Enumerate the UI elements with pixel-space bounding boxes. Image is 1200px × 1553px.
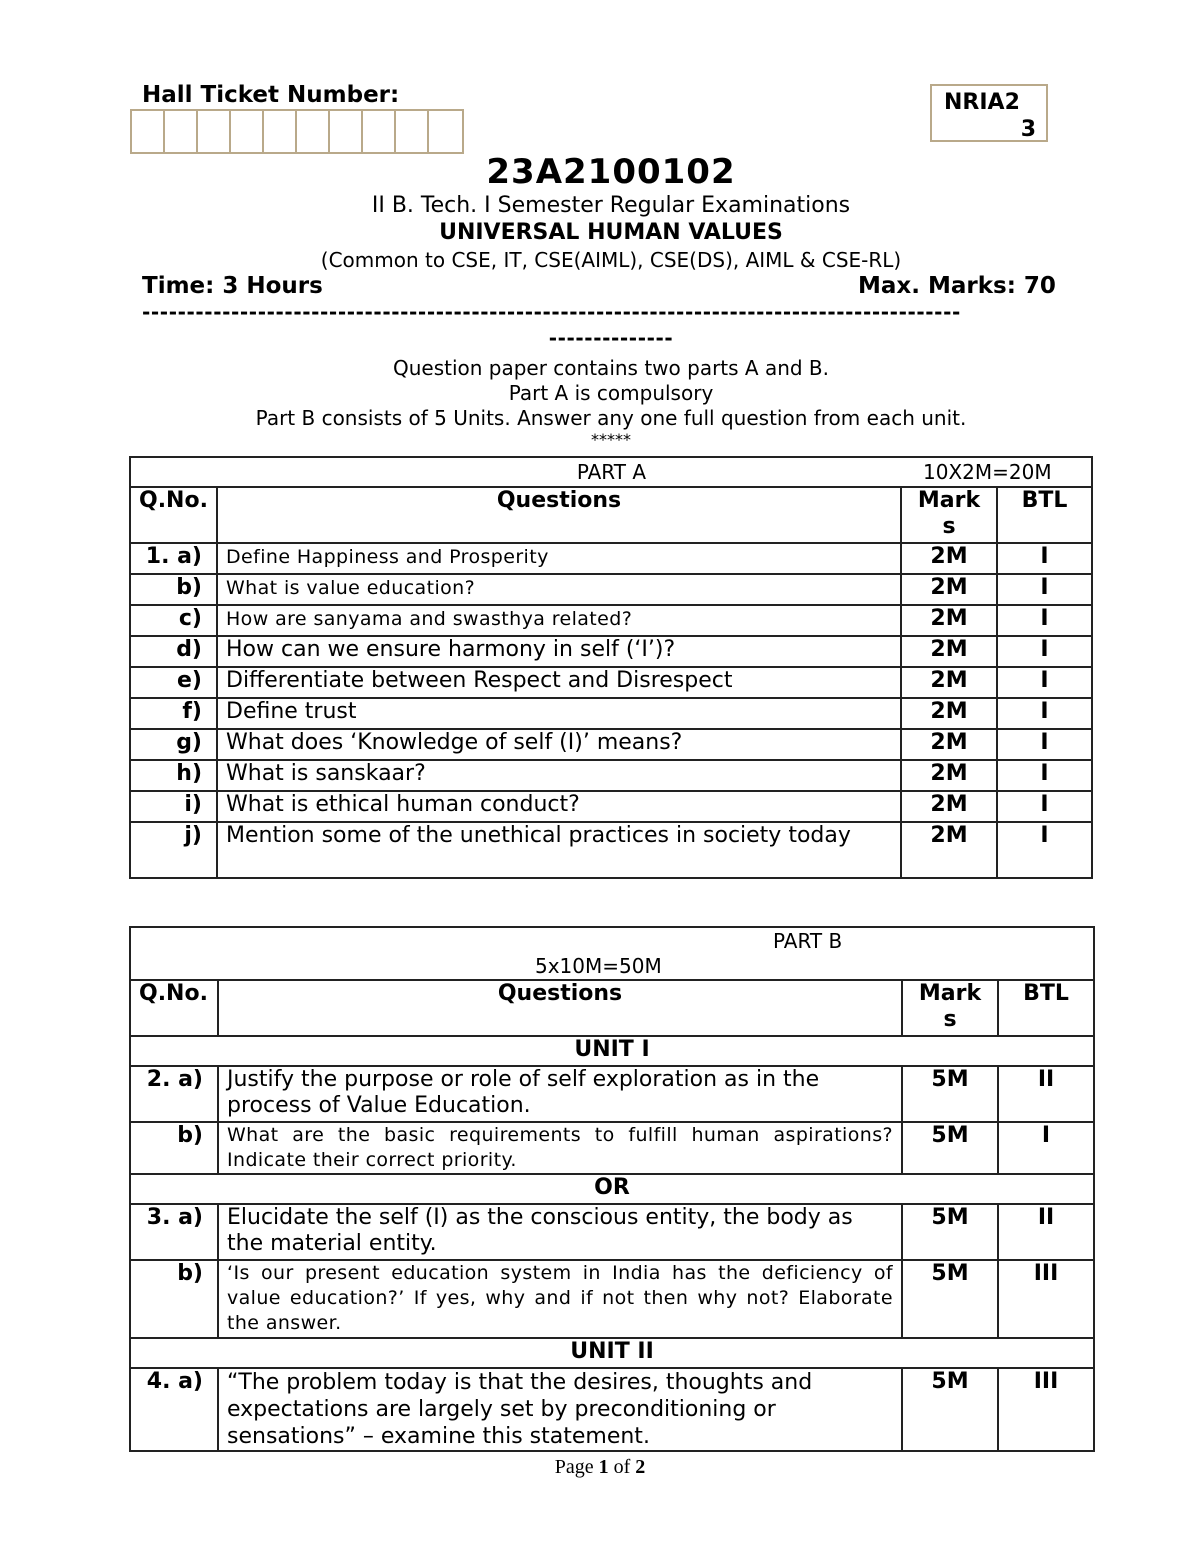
hall-ticket-box: [165, 111, 198, 152]
question-text: What is value education?: [217, 574, 901, 605]
separator-line: --------------------------------------------------------------------------------------------: [142, 300, 961, 324]
unit-1-heading: UNIT I: [130, 1036, 1094, 1066]
question-number: i): [130, 791, 217, 822]
question-text: What is ethical human conduct?: [217, 791, 901, 822]
subject-code: 23A2100102: [486, 152, 736, 192]
or-divider: OR: [130, 1174, 1094, 1204]
question-marks: 5M: [902, 1122, 998, 1174]
hall-ticket-box: [330, 111, 363, 152]
question-text: What does ‘Knowledge of self (I)’ means?: [217, 729, 901, 760]
question-text: Elucidate the self (I) as the conscious entity, the body as the material entity.: [218, 1204, 902, 1260]
question-btl: I: [997, 729, 1092, 760]
table-row: [130, 791, 1092, 822]
table-row: [130, 1122, 1094, 1174]
hall-ticket-boxes: [130, 109, 464, 154]
of-word: of: [613, 1456, 631, 1478]
hall-ticket-box: [363, 111, 396, 152]
question-number: c): [130, 605, 217, 636]
exam-time: Time: 3 Hours: [142, 273, 323, 299]
instruction-1: Question paper contains two parts A and B.: [392, 356, 830, 380]
separator-line-wrap: --------------: [548, 326, 674, 350]
question-text: ‘Is our present education system in India has the deficiency of value education?’ If yes, why and if not then why not? Elaborate the answer.: [218, 1260, 902, 1338]
question-marks: 2M: [901, 605, 997, 636]
question-marks: 2M: [901, 822, 997, 878]
unit-2-heading: UNIT II: [130, 1338, 1094, 1368]
page-word: Page: [554, 1456, 594, 1478]
col-questions-header: Questions: [218, 980, 902, 1036]
table-row: [130, 1368, 1094, 1451]
table-row: [130, 667, 1092, 698]
col-btl-header: BTL: [997, 487, 1092, 543]
col-questions-header: Questions: [217, 487, 901, 543]
question-number: j): [130, 822, 217, 878]
part-b-title: PART B: [773, 929, 843, 953]
question-text: Differentiate between Respect and Disrespect: [217, 667, 901, 698]
question-btl: III: [998, 1260, 1094, 1338]
col-qno-header: Q.No.: [130, 980, 218, 1036]
question-btl: II: [998, 1066, 1094, 1122]
question-marks: 2M: [901, 574, 997, 605]
paper-code-line1: NRIA2: [944, 90, 1020, 115]
question-marks: 5M: [902, 1368, 998, 1451]
question-marks: 2M: [901, 698, 997, 729]
question-btl: II: [998, 1204, 1094, 1260]
part-a-title-row: [130, 457, 1092, 487]
table-row: [130, 543, 1092, 574]
question-btl: I: [998, 1122, 1094, 1174]
table-row: [130, 698, 1092, 729]
question-marks: 2M: [901, 636, 997, 667]
question-marks: 5M: [902, 1260, 998, 1338]
question-marks: 2M: [901, 729, 997, 760]
question-btl: I: [997, 636, 1092, 667]
question-number: b): [130, 1260, 218, 1338]
question-marks: 2M: [901, 760, 997, 791]
page-number: 1: [598, 1456, 609, 1478]
unit-row: [130, 1338, 1094, 1368]
part-b-table: [129, 926, 1095, 1452]
question-text: “The problem today is that the desires, thoughts and expectations are largely set by preconditioning or sensations” – examine this statement.: [218, 1368, 902, 1451]
question-text: How can we ensure harmony in self (‘I’)?: [217, 636, 901, 667]
part-a-header-row: [130, 487, 1092, 543]
question-number: 1. a): [130, 543, 217, 574]
question-number: d): [130, 636, 217, 667]
question-number: 3. a): [130, 1204, 218, 1260]
page-footer: [0, 1456, 1200, 1479]
unit-row: [130, 1036, 1094, 1066]
question-btl: I: [997, 791, 1092, 822]
table-row: [130, 729, 1092, 760]
part-a-title: PART A: [130, 457, 901, 487]
question-number: g): [130, 729, 217, 760]
hall-ticket-label: Hall Ticket Number:: [142, 82, 400, 108]
part-b-marks-summary: 5x10M=50M: [535, 954, 662, 978]
table-row: [130, 1066, 1094, 1122]
paper-code-box: [930, 84, 1048, 142]
part-b-title-row: [130, 927, 1094, 980]
max-marks: Max. Marks: 70: [858, 273, 1056, 299]
hall-ticket-box: [231, 111, 264, 152]
course-name: UNIVERSAL HUMAN VALUES: [439, 220, 783, 245]
part-a-marks-summary: 10X2M=20M: [901, 457, 1092, 487]
part-a-table: [129, 456, 1093, 879]
stars-divider: *****: [591, 430, 631, 449]
question-number: 4. a): [130, 1368, 218, 1451]
question-number: b): [130, 1122, 218, 1174]
question-text: What is sanskaar?: [217, 760, 901, 791]
common-to: (Common to CSE, IT, CSE(AIML), CSE(DS), AIML & CSE-RL): [320, 248, 902, 272]
exam-title: II B. Tech. I Semester Regular Examinations: [371, 193, 851, 218]
col-marks-header: Marks: [901, 487, 997, 543]
question-marks: 2M: [901, 791, 997, 822]
table-row: [130, 760, 1092, 791]
hall-ticket-box: [198, 111, 231, 152]
question-btl: I: [997, 574, 1092, 605]
instruction-3: Part B consists of 5 Units. Answer any one full question from each unit.: [255, 406, 967, 430]
question-btl: I: [997, 605, 1092, 636]
question-number: h): [130, 760, 217, 791]
question-marks: 5M: [902, 1066, 998, 1122]
total-pages: 2: [635, 1456, 646, 1478]
question-marks: 2M: [901, 543, 997, 574]
question-marks: 2M: [901, 667, 997, 698]
question-marks: 5M: [902, 1204, 998, 1260]
hall-ticket-box: [264, 111, 297, 152]
col-qno-header: Q.No.: [130, 487, 217, 543]
table-row: [130, 822, 1092, 878]
question-number: 2. a): [130, 1066, 218, 1122]
table-row: [130, 636, 1092, 667]
question-number: f): [130, 698, 217, 729]
col-btl-header: BTL: [998, 980, 1094, 1036]
question-text: What are the basic requirements to fulfill human aspirations? Indicate their correct priority.: [218, 1122, 902, 1174]
question-btl: I: [997, 698, 1092, 729]
question-text: Define trust: [217, 698, 901, 729]
col-marks-header: Marks: [902, 980, 998, 1036]
or-row: [130, 1174, 1094, 1204]
table-row: [130, 1204, 1094, 1260]
question-btl: I: [997, 543, 1092, 574]
question-text: Define Happiness and Prosperity: [217, 543, 901, 574]
question-btl: I: [997, 760, 1092, 791]
part-b-header-row: [130, 980, 1094, 1036]
hall-ticket-box: [132, 111, 165, 152]
question-text: Justify the purpose or role of self exploration as in the process of Value Education.: [218, 1066, 902, 1122]
hall-ticket-box: [429, 111, 462, 152]
question-btl: I: [997, 822, 1092, 878]
question-number: e): [130, 667, 217, 698]
question-number: b): [130, 574, 217, 605]
table-row: [130, 605, 1092, 636]
hall-ticket-box: [297, 111, 330, 152]
part-b-title-cell: [130, 927, 1094, 980]
question-text: How are sanyama and swasthya related?: [217, 605, 901, 636]
table-row: [130, 574, 1092, 605]
question-text: Mention some of the unethical practices in society today: [217, 822, 901, 878]
instruction-2: Part A is compulsory: [508, 381, 714, 405]
paper-code-line2: 3: [1020, 117, 1036, 142]
question-btl: III: [998, 1368, 1094, 1451]
question-btl: I: [997, 667, 1092, 698]
table-row: [130, 1260, 1094, 1338]
hall-ticket-box: [396, 111, 429, 152]
